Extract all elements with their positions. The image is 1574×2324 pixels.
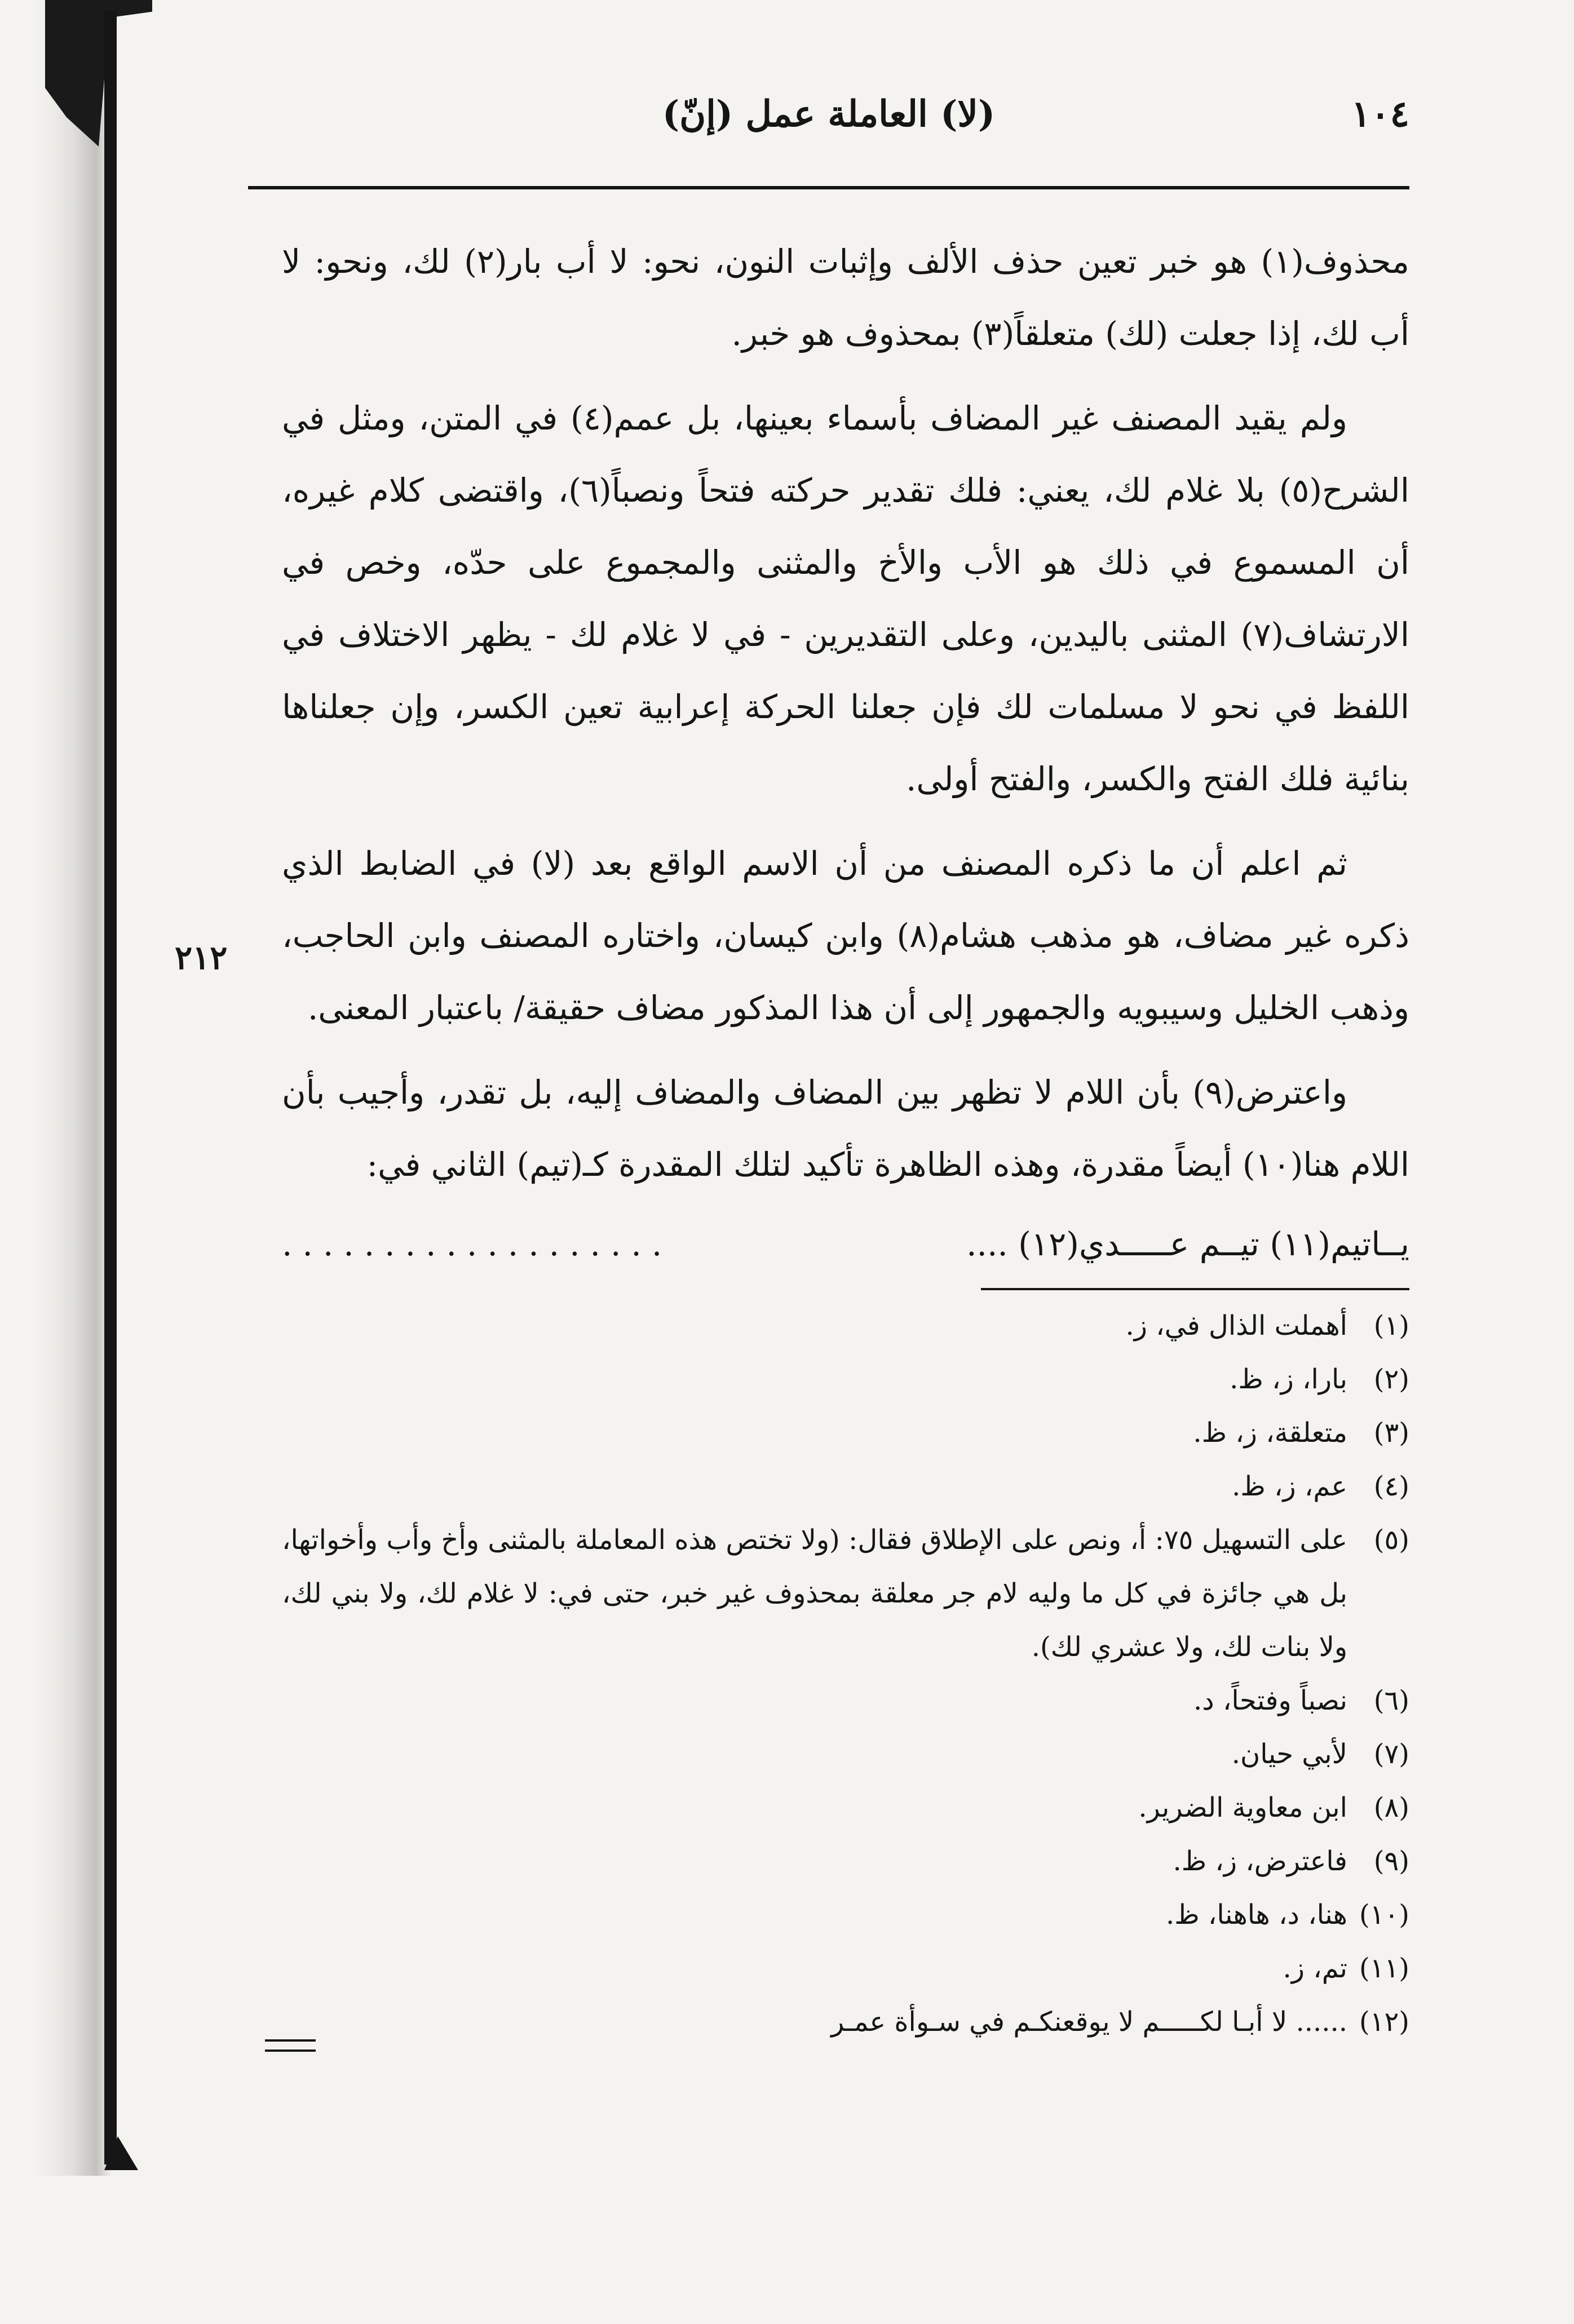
footnote-text: ابن معاوية الضرير.: [1138, 1792, 1347, 1823]
footnote-text: نصباً وفتحاً، د.: [1193, 1685, 1347, 1716]
footnote: [282, 1728, 1409, 1781]
footnote-number: (١٠): [1359, 1899, 1409, 1931]
footnote-number: (٣): [1373, 1417, 1409, 1449]
paragraph: واعترض(٩) بأن اللام لا تظهر بين المضاف والمضاف إليه، بل تقدر، وأجيب بأن اللام هنا(١٠) أيضاً مقدرة، وهذه الظاهرة تأكيد لتلك المقدرة كـ(تيم) الثاني في:: [282, 1073, 1409, 1184]
footnote-number: (١١): [1359, 1953, 1409, 1984]
verse-dots: ...................: [282, 1225, 673, 1263]
footnote: [282, 1888, 1409, 1942]
footnote: [282, 1674, 1409, 1728]
footnote-number: (٦): [1373, 1685, 1409, 1716]
footnote: [282, 1781, 1409, 1835]
binding-edge: [104, 11, 117, 2164]
paragraph: ولم يقيد المصنف غير المضاف بأسماء بعينها، بل عمم(٤) في المتن، ومثل في الشرح(٥) بلا غلام لك، يعني: فلك تقدير حركته فتحاً ونصباً(٦)، واقتضى كلام غيره، أن المسموع في ذلك هو الأب والأخ والمثنى والمجموع على حدّه، وخص في الارتشاف(٧) المثنى باليدين، وعلى التقديرين - في لا غلام لك - يظهر الاختلاف في اللفظ في نحو لا مسلمات لك فإن جعلنا الحركة إعرابية تعين الكسر، وإن جعلناها بنائية فلك الفتح والكسر، والفتح أولى.: [282, 399, 1409, 798]
footnote-number: (٥): [1373, 1524, 1409, 1556]
footnote-number: (٩): [1373, 1845, 1409, 1877]
paragraph: محذوف(١) هو خبر تعين حذف الألف وإثبات النون، نحو: لا أب بار(٢) لك، ونحو: لا أب لك، إذا جعلت (لك) متعلقاً(٣) بمحذوف هو خبر.: [282, 242, 1409, 353]
footnote: [282, 1835, 1409, 1888]
footnote: [282, 1299, 1409, 1353]
footnote-text: بارا، ز، ظ.: [1230, 1364, 1347, 1395]
page-header: [248, 93, 1409, 155]
footnote-text: هنا، د، هاهنا، ظ.: [1165, 1899, 1347, 1931]
end-of-page-double-rule: [265, 2039, 316, 2052]
body-text: [282, 225, 1409, 1275]
page-number: ١٠٤: [1351, 93, 1409, 135]
page: [175, 0, 1409, 2324]
footnote-number: (٧): [1373, 1738, 1409, 1770]
footnote: [282, 1942, 1409, 1995]
manuscript-folio-number: ٢١٢: [175, 939, 228, 977]
footnote-text: لأبي حيان.: [1231, 1738, 1347, 1770]
verse-text: يــاتيم(١١) تيــم عـــــدي(١٢) ....: [966, 1225, 1409, 1263]
footnote-text: على التسهيل ٧٥: أ، ونص على الإطلاق فقال: (ولا تختص هذه المعاملة بالمثنى وأخ وأب وأخواتها، بل هي جائزة في كل ما وليه لام جر معلقة بمحذوف غير خبر، حتى في: لا غلام لك، ولا بني لك، ولا بنات لك، ولا عشري لك).: [282, 1524, 1348, 1663]
page-binding-shadow: [34, 0, 113, 2176]
footnote: [282, 1513, 1409, 1674]
footnote-number: (٤): [1373, 1471, 1409, 1502]
footnote-text: عم، ز، ظ.: [1232, 1471, 1347, 1502]
footnote-text: فاعترض، ز، ظ.: [1173, 1845, 1347, 1877]
footnote-number: (١): [1373, 1310, 1409, 1342]
footnotes: [282, 1299, 1409, 2049]
paragraph: ثم اعلم أن ما ذكره المصنف من أن الاسم الواقع بعد (لا) في الضابط الذي ذكره غير مضاف، هو مذهب هشام(٨) وابن كيسان، واختاره المصنف وابن الحاجب، وذهب الخليل وسيبويه والجمهور إلى أن هذا المذكور مضاف حقيقة/ باعتبار المعنى.: [282, 844, 1409, 1027]
footnote: [282, 1406, 1409, 1460]
footnote: [282, 1995, 1409, 2049]
running-title: (لا) العاملة عمل (إنّ): [662, 93, 996, 135]
footnote-text: تم، ز.: [1283, 1953, 1347, 1984]
footnote: [282, 1353, 1409, 1406]
footnote-number: (٢): [1373, 1364, 1409, 1395]
verse-line: [282, 1213, 1409, 1275]
footnotes-rule: [981, 1288, 1409, 1290]
footnote-number: (١٢): [1359, 2006, 1409, 2038]
footnote-number: (٨): [1373, 1792, 1409, 1823]
footnote-text: ...... لا أبـا لكـــــم لا يوقعنكـم في سـوأة عمـر: [831, 2006, 1347, 2038]
footnote-text: متعلقة، ز، ظ.: [1193, 1417, 1347, 1449]
footnote: [282, 1460, 1409, 1513]
footnote-text: أهملت الذال في، ز.: [1125, 1310, 1347, 1342]
header-rule: [248, 186, 1409, 189]
